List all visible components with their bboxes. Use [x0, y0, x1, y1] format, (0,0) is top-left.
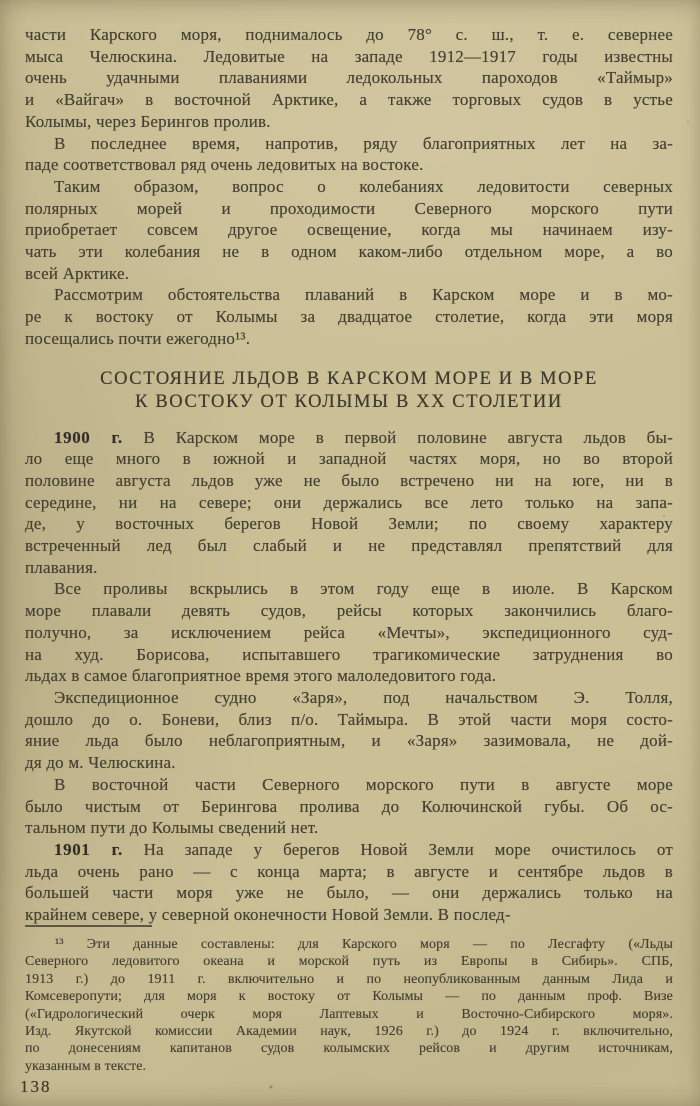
paragraph: [25, 578, 673, 687]
text-line: чать эти колебания не в одном каком-либо отдельном море, а во: [25, 242, 673, 262]
paragraph: [25, 24, 673, 133]
text-line: льдах в самое благоприятное время этого малоледовитого года.: [25, 666, 497, 686]
body-text-upper: [25, 24, 673, 350]
paragraph: [25, 774, 673, 839]
text-line: ¹³ Эти данные составлены: для Карского моря — по Лесгафту («Льды: [55, 937, 673, 952]
text-line: мыса Челюскина. Ледовитые на западе 1912—1917 годы известны: [25, 46, 673, 66]
text-line: дошло до о. Боневи, близ п/о. Таймыра. В этой части моря состо-: [25, 709, 673, 729]
text-line: большей части моря уже не было, — они держались только на: [25, 883, 673, 903]
text-line: Рассмотрим обстоятельства плаваний в Карском море и в мо-: [54, 285, 673, 305]
year-label: 1901 г.: [54, 839, 123, 859]
body-text-lower: [25, 427, 673, 926]
paragraph: [25, 687, 673, 774]
footnote-separator: [25, 925, 152, 927]
text-line: дя до м. Челюскина.: [25, 753, 176, 773]
text-line: посещались почти ежегодно¹³.: [25, 328, 251, 348]
text-line: 1913 г.) до 1911 г. включительно и по неопубликованным данным Лида и: [25, 971, 673, 987]
paragraph: [25, 284, 673, 349]
text-line: полярных морей и проходимости Северного морского пути: [25, 198, 673, 218]
text-line: тальном пути до Колымы сведений нет.: [25, 818, 319, 838]
text-line: крайнем севере, у северной оконечности Новой Земли. В послед-: [25, 905, 511, 925]
paragraph: [25, 839, 673, 926]
text-line: В восточной части Северного морского пути в августе море: [54, 774, 673, 794]
year-label: 1900 г.: [54, 427, 123, 447]
text-line: («Гидрологический очерк моря Лаптевых и Восточно-Сибирского моря».: [25, 1006, 673, 1022]
text-line: всей Арктике.: [25, 263, 130, 283]
paragraph: [25, 133, 673, 176]
heading-line: СОСТОЯНИЕ ЛЬДОВ В КАРСКОМ МОРЕ И В МОРЕ: [100, 368, 598, 389]
text-line: было чистым от Берингова пролива до Колючинской губы. Об ос-: [25, 796, 673, 816]
text-line: Изд. Якутской комиссии Академии наук, 1926 г.) до 1924 г. включительно,: [25, 1024, 673, 1040]
text-line: части Карского моря, поднималось до 78° с. ш., т. е. севернее: [25, 25, 673, 44]
text-line: 1901 г. На западе у берегов Новой Земли море очистилось от: [54, 839, 673, 859]
paragraph: [25, 176, 673, 285]
text-line: Комсеверопути; для моря к востоку от Колымы — по данным проф. Визе: [25, 989, 673, 1005]
text-line: половине августа льдов уже не было встречено ни на юге, ни в: [25, 470, 673, 490]
text-line: Экспедиционное судно «Заря», под начальством Э. Толля,: [54, 687, 673, 707]
text-column: [25, 24, 673, 926]
paragraph: [25, 936, 673, 1075]
text-line: получно, за исключением рейса «Мечты», экспедиционного суд-: [25, 622, 673, 642]
text-line: Колымы, через Берингов пролив.: [25, 111, 271, 131]
text-line: ре к востоку от Колымы за двадцатое столетие, когда эти моря: [25, 307, 673, 327]
text-line: Таким образом, вопрос о колебаниях ледовитости северных: [54, 176, 673, 196]
text-line: Все проливы вскрылись в этом году еще в июле. В Карском: [54, 579, 673, 599]
text-line: очень удачными плаваниями ледокольных пароходов «Таймыр»: [25, 68, 673, 88]
footnote-area: [25, 925, 673, 1075]
text-line: и «Вайгач» в восточной Арктике, а также торговых судов в устье: [25, 90, 673, 110]
text-line: ло еще много в южной и западной частях моря, но во второй: [25, 449, 673, 469]
text-line: по донесениям капитанов судов колымских рейсов и другим источникам,: [25, 1041, 673, 1057]
section-heading: [25, 368, 673, 414]
footnote-text: [25, 936, 673, 1075]
text-line: Северного ледовитого океана и морской путь из Европы в Сибирь». СПБ,: [25, 954, 673, 970]
text-line: встреченный лед был слабый и не представлял препятствий для: [25, 536, 673, 556]
text-line: де, у восточных берегов Новой Земли; по своему характеру: [25, 514, 673, 534]
text-line: море плавали девять судов, рейсы которых закончились благо-: [25, 601, 673, 621]
text-line: льда очень рано — с конца марта; в августе и сентябре льдов в: [25, 861, 673, 881]
text-line: паде соответствовал ряд очень ледовитых на востоке.: [25, 155, 424, 175]
text-line: указанным в тексте.: [25, 1058, 147, 1074]
text-line: 1900 г. В Карском море в первой половине августа льдов бы-: [54, 427, 673, 447]
paragraph: [25, 427, 673, 579]
text-line: плавания.: [25, 557, 98, 577]
text-line: середине, ни на севере; они держались все лето только на запа-: [25, 492, 673, 512]
page-number: 138: [20, 1077, 52, 1096]
text-line: В последнее время, напротив, ряду благоприятных лет на за-: [54, 133, 673, 153]
text-line: на худ. Борисова, испытавшего трагикомические затруднения во: [25, 644, 673, 664]
text-line: яние льда было неблагоприятным, и «Заря» зазимовала, не дой-: [25, 731, 673, 751]
text-line: приобретает совсем другое освещение, когда мы начинаем изу-: [25, 220, 673, 240]
heading-line: К ВОСТОКУ ОТ КОЛЫМЫ В XX СТОЛЕТИИ: [135, 391, 563, 412]
